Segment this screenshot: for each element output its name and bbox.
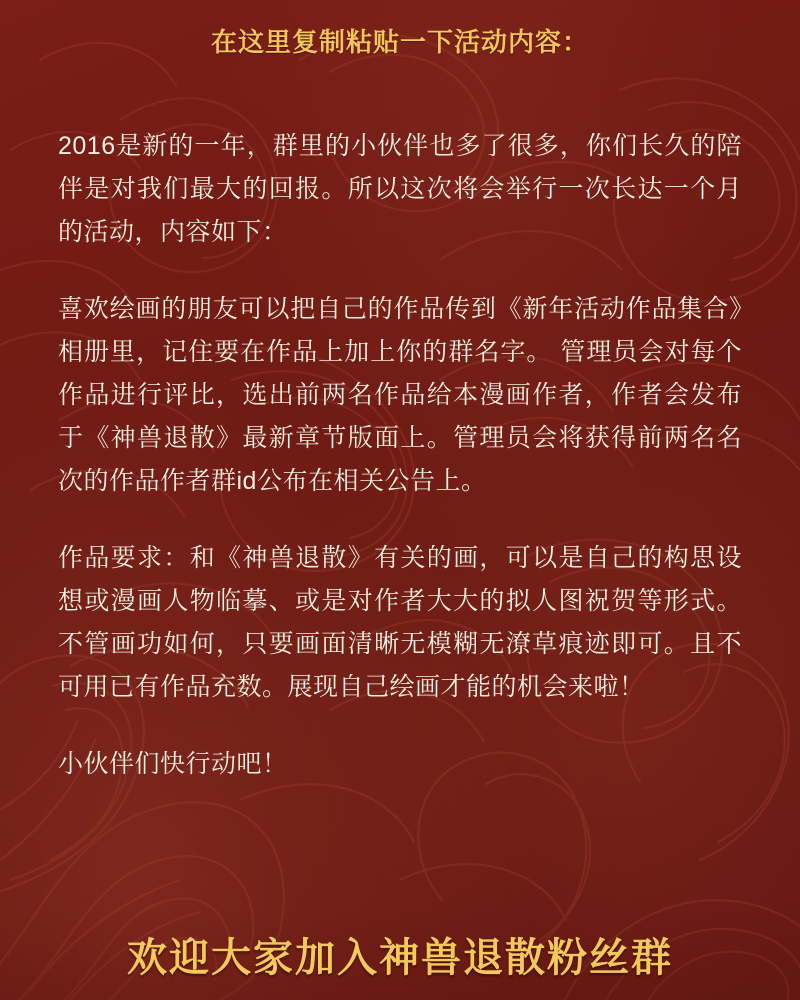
paragraph-rules: 喜欢绘画的朋友可以把自己的作品传到《新年活动作品集合》相册里，记住要在作品上加上你的群名字。 管理员会对每个作品进行评比，选出前两名作品给本漫画作者，作者会发布于《神兽退散》最新章节版面上。管理员会将获得前两名名次的作品作者群id公布在相关公告上。 (58, 295, 742, 495)
poster-headline: 在这里复制粘贴一下活动内容： (210, 27, 589, 57)
paragraph-call-to-action: 小伙伴们快行动吧！ (58, 750, 288, 778)
paragraph-requirements: 作品要求：和《神兽退散》有关的画，可以是自己的构思设想或漫画人物临摹、或是对作者大大的拟人图祝贺等形式。不管画功如何，只要画面清晰无模糊无潦草痕迹即可。且不可用已有作品充数。展现自己绘画才能的机会来啦！ (58, 544, 742, 701)
paragraph-intro: 2016是新的一年，群里的小伙伴也多了很多，你们长久的陪伴是对我们最大的回报。所以这次将会举行一次长达一个月的活动，内容如下： (58, 132, 742, 246)
footer-banner (0, 908, 800, 1000)
footer-invite-text: 欢迎大家加入神兽退散粉丝群 (127, 935, 673, 980)
poster-body (58, 125, 742, 786)
